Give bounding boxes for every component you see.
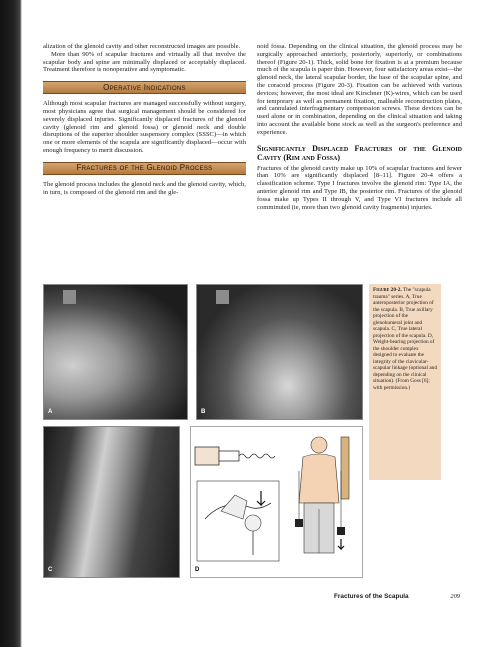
page-number: 209 [450,593,460,600]
right-column [257,43,462,211]
left-column [43,43,246,196]
figure-label-c: C [48,567,53,573]
xray-image-b [196,284,363,420]
illustration-drawing [191,427,362,577]
section-heading-operative-indications [43,81,246,94]
left-paragraph-2: More than 90% of scapular fractures and virtually all that involve the scapular body and spine are minimally displaced or acceptably displaced. Treatment therefore is nonoperative and symptomatic. [43,50,246,74]
right-paragraph-1: noid fossa. Depending on the clinical situation, the glenoid process may be surgically approached anteriorly, posteriorly, superiorly, or combinations thereof (Figure 20-1). Thick, solid bone for fixation is at a premium because much of the scapula is paper thin. However, four satisfactory areas exist—the glenoid neck, the lateral scapular border, the base of the scapular spine, and the coracoid process (Figure 20-3). Fixation can be achieved with various devices; however, the most ideal are Kirschner (K)-wires, which can be used for temporary as well as permanent fixation, malleable reconstruction plates, and cannulated interfragmentary compression screws. These devices can be used alone or in combination, depending on the clinical situation and taking into account the available bone stock as well as the surgeon's preference and experience. [257,43,462,136]
film-marker [216,290,229,304]
right-paragraph-2: Fractures of the glenoid cavity make up 10% of scapular fractures and fewer than 10% are significantly displaced [8–11]. Figure 20-4 offers a classification scheme. Type I fractures involve the glenoid rim: Type IA, the anterior glenoid rim and Type IB, the posterior rim. Fractures of the glenoid fossa make up Types II through V, and Type VI fractures include all comminuted (ie, more than two glenoid cavity fragments) injuries. [257,164,462,211]
left-paragraph-1: alization of the glenoid cavity and other reconstructed images are possible. [43,43,241,50]
xray-image-c [43,426,180,578]
page-footer [334,593,460,600]
section-heading-glenoid-process [43,162,246,175]
figure-label-b: B [201,409,206,415]
figure-label-a: A [48,409,53,415]
weight-bearing-illustration-d [190,426,363,578]
subsection-heading: Significantly Displaced Fractures of the Glenoid Cavity (Rim and Fossa) [257,143,462,162]
figure-label-d: D [195,567,200,573]
left-paragraph-4: The glenoid process includes the glenoid neck and the glenoid cavity, which, in turn, is composed of the glenoid rim and the gle- [43,180,246,196]
running-title: Fractures of the Scapula [334,593,409,600]
caption-heading: Figure 20-2. [373,287,402,293]
section-heading-text: Fractures of the Glenoid Process [76,163,213,173]
section-heading-text: Operative Indications [103,82,186,92]
left-paragraph-3: Although most scapular fractures are managed successfully without surgery, most physicians agree that surgical management should be considered for severely displaced injuries. Significantly displaced fractures of the glenoid cavity (glenoid rim and glenoid fossa) or glenoid neck and double disruptions of the superior shoulder suspensory complex (SSSC)—in which one or more elements of the scapula are significantly displaced—occur with enough frequency to merit discussion. [43,100,246,154]
caption-text: The "scapula trauma" series. A, True anteroposterior projection of the scapula. B, True axillary projection of the glenohumeral joint and scapula. C, True lateral projection of the scapula. D, Weight-bearing projection of the shoulder complex designed to evaluate the integrity of the clavicular-scapular linkage (optional and depending on the clinical situation). (From Goss [6]; with permission.) [373,287,437,391]
binding-gutter [0,0,22,647]
film-marker [63,290,76,304]
figure-caption [369,284,441,480]
xray-image-a [43,284,188,420]
